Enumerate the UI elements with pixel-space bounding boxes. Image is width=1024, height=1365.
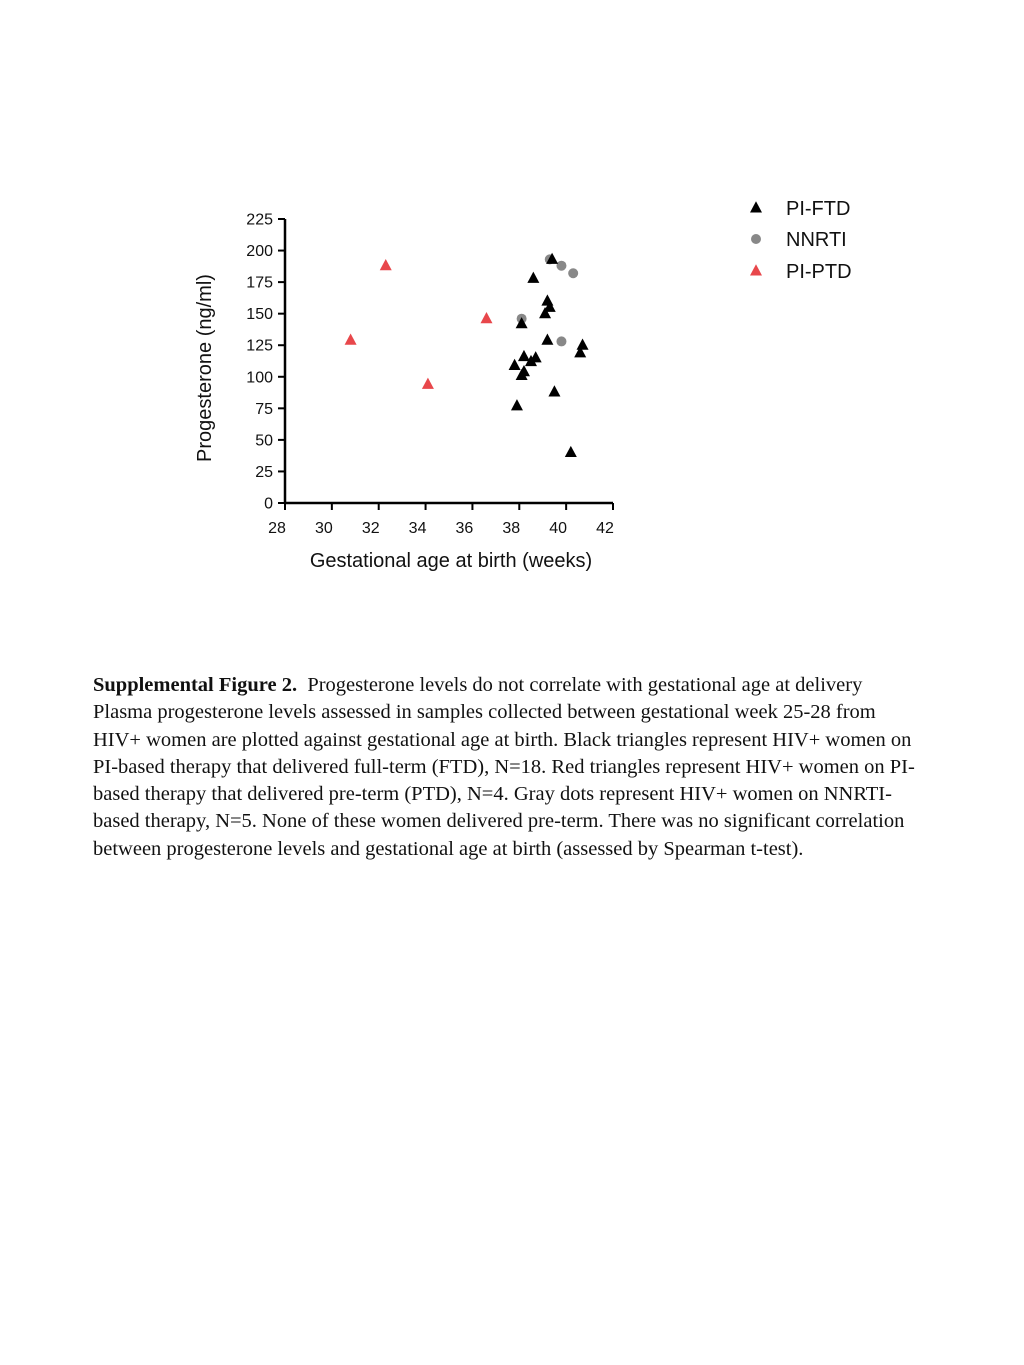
legend-label-nnrti: NNRTI xyxy=(786,229,847,251)
legend-marker-nnrti xyxy=(751,234,761,244)
y-tick-label: 125 xyxy=(246,337,273,355)
x-tick-label: 32 xyxy=(361,520,380,537)
data-point-pi-ftd xyxy=(577,339,589,350)
caption-body: Plasma progesterone levels assessed in samples collected between gestational week 25-28 from HIV+ women are plotted against gestational age at birth. Black triangles represent HIV+ women on PI-based therapy that delivered full-term (FTD), N=18. Red triangles represent HIV+ women on PI-based therapy that delivered pre-term (PTD), N=4. Gray dots represent HIV+ women on NNRTI-based therapy, N=5. None of these women delivered pre-term. There was no significant correlation between progesterone levels and gestational age at birth (assessed by Spearman t-test). xyxy=(93,701,915,860)
caption-title-text: Progesterone levels do not correlate with gestational age at delivery xyxy=(307,674,863,696)
x-tick-label: 34 xyxy=(408,520,427,537)
data-point-pi-ftd xyxy=(548,385,560,396)
figure-caption xyxy=(93,672,923,863)
data-point-nnrti xyxy=(556,336,566,346)
y-tick-label: 225 xyxy=(246,211,273,229)
y-tick-label: 50 xyxy=(255,432,273,450)
x-tick-label: 30 xyxy=(314,520,333,537)
data-point-nnrti xyxy=(568,268,578,278)
x-tick-label: 28 xyxy=(268,520,286,537)
data-point-nnrti xyxy=(556,261,566,271)
x-axis-label: Gestational age at birth (weeks) xyxy=(309,550,593,572)
data-point-pi-ftd xyxy=(541,333,553,344)
x-tick-label: 36 xyxy=(455,520,474,537)
caption-title-bold: Supplemental Figure 2. xyxy=(93,674,298,696)
data-point-pi-ptd xyxy=(345,333,357,344)
legend-label-pi-ptd: PI-PTD xyxy=(786,261,852,283)
figure xyxy=(0,0,1024,640)
legend-label-pi-ftd: PI-FTD xyxy=(786,198,851,220)
y-tick-label: 200 xyxy=(246,243,273,261)
data-point-pi-ftd xyxy=(511,399,523,410)
data-point-pi-ftd xyxy=(518,350,530,361)
y-tick-label: 100 xyxy=(246,369,273,387)
data-point-pi-ftd xyxy=(518,365,530,376)
data-point-pi-ptd xyxy=(380,259,392,270)
data-point-pi-ftd xyxy=(527,272,539,283)
legend-marker-pi-ftd xyxy=(750,201,762,212)
y-tick-label: 150 xyxy=(246,306,273,324)
data-point-pi-ptd xyxy=(422,378,434,389)
y-tick-label: 75 xyxy=(255,400,273,418)
y-tick-label: 25 xyxy=(255,463,273,481)
data-point-pi-ptd xyxy=(480,312,492,323)
x-tick-label: 40 xyxy=(549,520,568,537)
legend-marker-pi-ptd xyxy=(750,264,762,275)
x-tick-label: 42 xyxy=(596,520,614,537)
y-tick-label: 0 xyxy=(264,495,273,513)
x-tick-label: 38 xyxy=(502,520,521,537)
scatter-chart xyxy=(0,0,1024,640)
data-point-pi-ftd xyxy=(565,446,577,457)
y-axis-label: Progesterone (ng/ml) xyxy=(194,274,216,462)
y-tick-label: 175 xyxy=(246,274,273,292)
data-point-pi-ftd xyxy=(541,294,553,305)
